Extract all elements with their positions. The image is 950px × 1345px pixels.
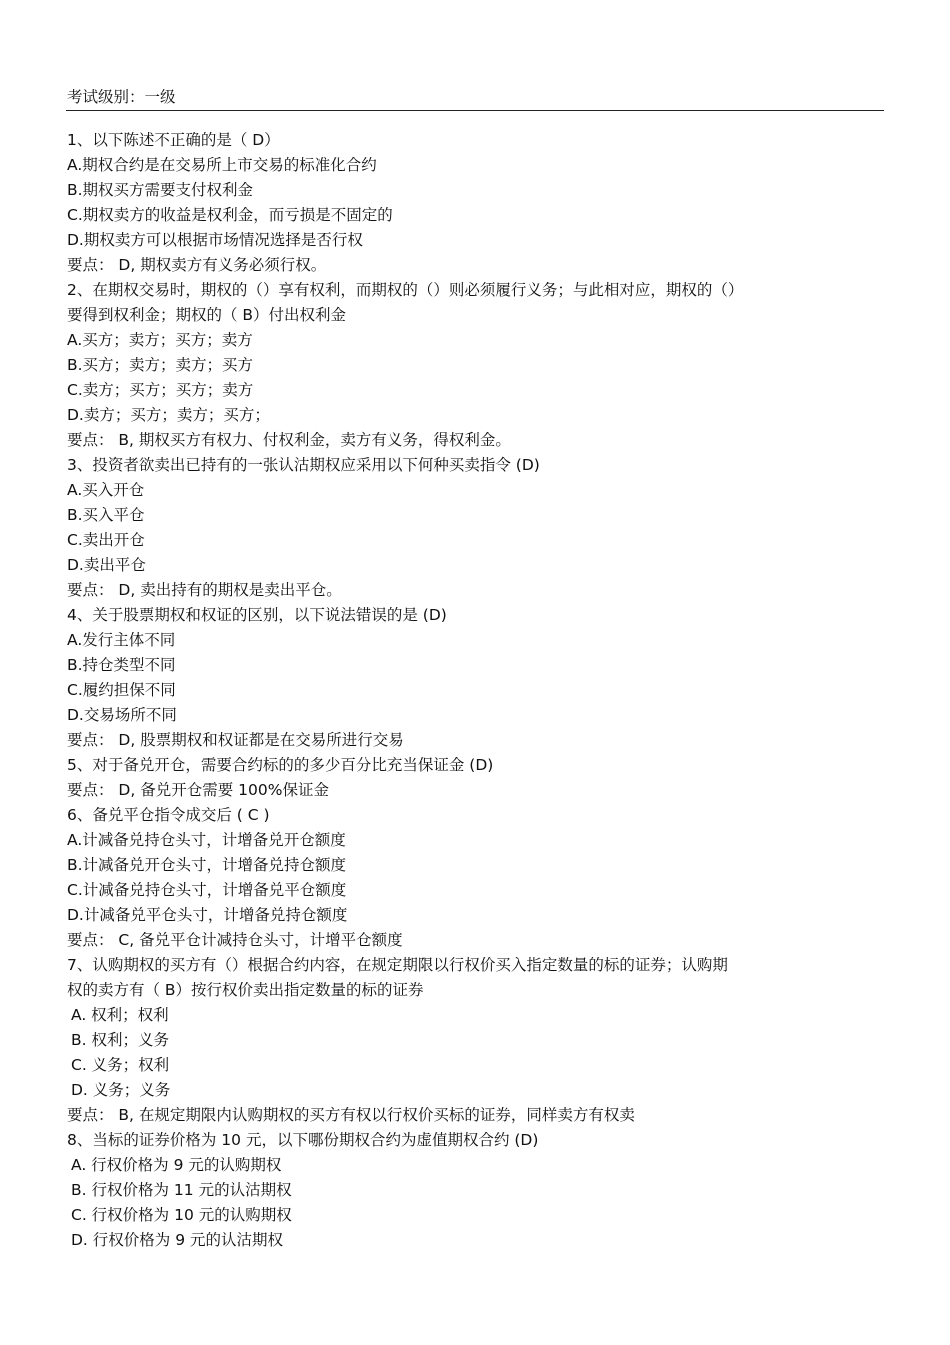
text-line: D.计减备兑平仓头寸，计增备兑持仓额度 [67,906,348,924]
exam-level-header: 考试级别：一级 [67,88,176,106]
text-line: B.期权买方需要支付权利金 [67,181,254,199]
text-line: C.履约担保不同 [67,681,176,699]
text-line: A. 行权价格为 9 元的认购期权 [71,1156,282,1174]
text-line: D.交易场所不同 [67,706,177,724]
text-line: A.发行主体不同 [67,631,176,649]
text-line: A. 权利；权利 [71,1006,169,1024]
text-line: D.期权卖方可以根据市场情况选择是否行权 [67,231,363,249]
text-line: D.卖出平仓 [67,556,146,574]
text-line: A.买入开仓 [67,481,145,499]
text-line: A.计减备兑持仓头寸，计增备兑开仓额度 [67,831,346,849]
text-line: C.卖方；买方；买方；卖方 [67,381,254,399]
text-line: 4、关于股票期权和权证的区别，以下说法错误的是 (D) [67,606,447,624]
text-line: 2、在期权交易时，期权的（）享有权利，而期权的（）则必须履行义务；与此相对应，期权的（） [67,281,744,299]
text-line: B. 行权价格为 11 元的认沽期权 [71,1181,292,1199]
text-line: 要点： C, 备兑平仓计减持仓头寸，计增平仓额度 [67,931,403,949]
text-line: B.计减备兑开仓头寸，计增备兑持仓额度 [67,856,347,874]
text-line: 要得到权利金；期权的（ B）付出权利金 [67,306,347,324]
text-line: 1、以下陈述不正确的是（ D） [67,131,280,149]
text-line: C. 义务；权利 [71,1056,170,1074]
text-line: 6、备兑平仓指令成交后 ( C ) [67,806,270,824]
text-line: 5、对于备兑开仓，需要合约标的的多少百分比充当保证金 (D) [67,756,494,774]
text-line: B.持仓类型不同 [67,656,176,674]
text-line: 要点： B, 在规定期限内认购期权的买方有权以行权价买标的证券，同样卖方有权卖 [67,1106,635,1124]
text-line: 8、当标的证券价格为 10 元，以下哪份期权合约为虚值期权合约 (D) [67,1131,539,1149]
text-line: A.买方；卖方；买方；卖方 [67,331,253,349]
text-line: C.期权卖方的收益是权利金，而亏损是不固定的 [67,206,393,224]
text-line: B.买入平仓 [67,506,145,524]
text-line: 要点： D, 备兑开仓需要 100%保证金 [67,781,329,799]
text-line: 要点： B, 期权买方有权力、付权利金，卖方有义务，得权利金。 [67,431,511,449]
text-line: 权的卖方有（ B）按行权价卖出指定数量的标的证券 [67,981,424,999]
text-line: D.卖方；买方；卖方；买方； [67,406,270,424]
question-list [67,128,867,1253]
text-line: 要点： D, 卖出持有的期权是卖出平仓。 [67,581,342,599]
text-line: C.卖出开仓 [67,531,145,549]
text-line: C.计减备兑持仓头寸，计增备兑平仓额度 [67,881,347,899]
text-line: 要点： D, 期权卖方有义务必须行权。 [67,256,327,274]
text-line: 3、投资者欲卖出已持有的一张认沽期权应采用以下何种买卖指令 (D) [67,456,540,474]
text-line: C. 行权价格为 10 元的认购期权 [71,1206,292,1224]
text-line: A.期权合约是在交易所上市交易的标准化合约 [67,156,377,174]
text-line: D. 义务；义务 [71,1081,171,1099]
text-line: B. 权利；义务 [71,1031,169,1049]
text-line: D. 行权价格为 9 元的认沽期权 [71,1231,284,1249]
text-line: 7、认购期权的买方有（）根据合约内容，在规定期限以行权价买入指定数量的标的证券；认购期 [67,956,728,974]
text-line: B.买方；卖方；卖方；买方 [67,356,254,374]
header-divider [66,110,884,111]
text-line: 要点： D, 股票期权和权证都是在交易所进行交易 [67,731,404,749]
